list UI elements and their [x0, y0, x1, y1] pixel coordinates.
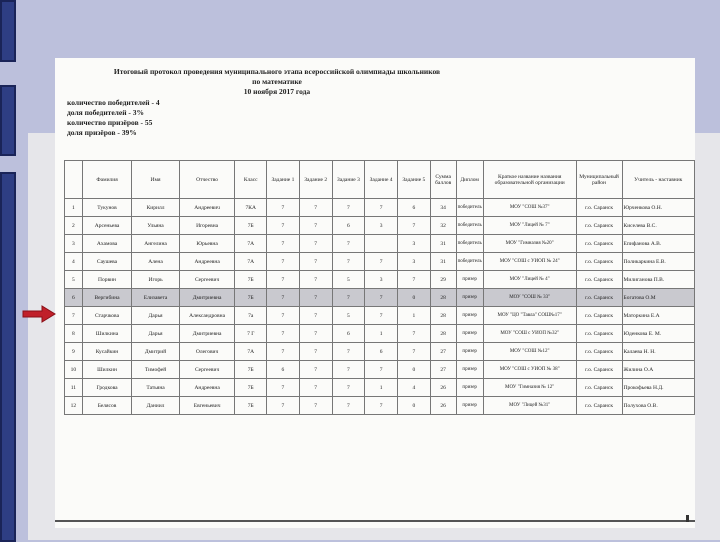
- table-cell: МОУ "СОШ с УИОП №32": [483, 325, 576, 343]
- table-cell: призер: [456, 361, 483, 379]
- table-cell: МОУ "Гимназия № 12": [483, 379, 576, 397]
- table-cell: Жилина О.А: [622, 361, 694, 379]
- table-cell: 28: [430, 325, 456, 343]
- table-cell: МОУ "СОШ с УИОП № 24": [483, 253, 576, 271]
- table-cell: Дмитриевна: [179, 289, 235, 307]
- table-cell: призер: [456, 271, 483, 289]
- table-cell: Шилкин: [82, 361, 132, 379]
- table-cell: Шилкина: [82, 325, 132, 343]
- table-row: [65, 289, 695, 307]
- table-cell: призер: [456, 289, 483, 307]
- table-cell: 4: [65, 253, 83, 271]
- table-cell: г.о. Саранск: [576, 289, 622, 307]
- table-cell: Богатова О.М: [622, 289, 694, 307]
- table-row: [65, 343, 695, 361]
- table-cell: 4: [397, 379, 430, 397]
- arrow-pointer-icon: [22, 305, 56, 323]
- side-bar-middle: [0, 85, 16, 156]
- table-row: [65, 361, 695, 379]
- table-cell: 7: [65, 307, 83, 325]
- table-cell: 10: [65, 361, 83, 379]
- table-cell: 7Б: [235, 379, 267, 397]
- table-cell: победитель: [456, 217, 483, 235]
- table-cell: 5: [65, 271, 83, 289]
- column-header: Муниципальный район: [576, 161, 622, 199]
- table-cell: Полухова О.В.: [622, 397, 694, 415]
- document-subject: по математике: [252, 77, 302, 86]
- table-cell: Арсеньева: [82, 217, 132, 235]
- table-cell: МОУ "Лицей № 7": [483, 217, 576, 235]
- table-cell: Дмитрий: [132, 343, 180, 361]
- table-cell: 7: [267, 253, 300, 271]
- table-cell: 7: [267, 397, 300, 415]
- table-cell: Дарья: [132, 325, 180, 343]
- table-cell: Епифанова А.В.: [622, 235, 694, 253]
- table-cell: 0: [397, 361, 430, 379]
- table-cell: 3: [65, 235, 83, 253]
- table-cell: 7: [299, 379, 332, 397]
- table-cell: 7: [365, 289, 398, 307]
- table-cell: 26: [430, 379, 456, 397]
- table-cell: Юрченкова О.Н.: [622, 199, 694, 217]
- table-cell: 7: [365, 199, 398, 217]
- table-cell: Милиганова П.В.: [622, 271, 694, 289]
- table-cell: 7: [299, 325, 332, 343]
- table-cell: 2: [65, 217, 83, 235]
- scanned-document: [55, 58, 695, 528]
- stat-winners-share: доля победителей - 3%: [67, 108, 145, 117]
- table-row: [65, 379, 695, 397]
- column-header: Задание 4: [365, 161, 398, 199]
- table-cell: 7: [267, 343, 300, 361]
- table-cell: Елизавета: [132, 289, 180, 307]
- table-cell: 7: [267, 235, 300, 253]
- table-cell: г.о. Саранск: [576, 361, 622, 379]
- table-header-row: [65, 161, 695, 199]
- column-header: Класс: [235, 161, 267, 199]
- table-cell: Сергеевич: [179, 271, 235, 289]
- table-cell: 28: [430, 289, 456, 307]
- table-cell: 26: [430, 397, 456, 415]
- table-cell: 3: [397, 235, 430, 253]
- table-cell: 7: [365, 397, 398, 415]
- column-header: Задание 5: [397, 161, 430, 199]
- table-cell: 6: [267, 361, 300, 379]
- table-cell: 7: [332, 253, 365, 271]
- table-cell: 7: [332, 289, 365, 307]
- table-cell: Игорь: [132, 271, 180, 289]
- table-cell: 7: [299, 343, 332, 361]
- column-header: Задание 2: [299, 161, 332, 199]
- table-cell: МОУ "СОШ № 33": [483, 289, 576, 307]
- table-cell: призер: [456, 343, 483, 361]
- table-cell: 29: [430, 271, 456, 289]
- table-cell: Тукунов: [82, 199, 132, 217]
- table-cell: 3: [397, 253, 430, 271]
- table-cell: 3: [365, 271, 398, 289]
- table-cell: 27: [430, 361, 456, 379]
- table-cell: 7КА: [235, 199, 267, 217]
- table-cell: Ангелина: [132, 235, 180, 253]
- table-cell: Татьяна: [132, 379, 180, 397]
- table-cell: 7А: [235, 235, 267, 253]
- table-cell: 7: [397, 271, 430, 289]
- scan-mark: [686, 515, 689, 522]
- table-cell: МОУ "ЦО "Тавла" СОШ№17": [483, 307, 576, 325]
- table-cell: Юденкова Е. М.: [622, 325, 694, 343]
- table-cell: 31: [430, 253, 456, 271]
- table-cell: г.о. Саранск: [576, 343, 622, 361]
- table-cell: 7: [299, 397, 332, 415]
- table-cell: Старчкова: [82, 307, 132, 325]
- table-cell: Кусайкин: [82, 343, 132, 361]
- table-cell: 6: [332, 217, 365, 235]
- table-cell: 7: [365, 253, 398, 271]
- table-cell: 0: [397, 289, 430, 307]
- table-cell: Евгеньевич: [179, 397, 235, 415]
- table-cell: Гродкова: [82, 379, 132, 397]
- table-cell: 7: [299, 235, 332, 253]
- table-cell: 7: [267, 307, 300, 325]
- table-cell: 1: [365, 325, 398, 343]
- table-cell: 12: [65, 397, 83, 415]
- stat-prizewinners-count: количество призёров - 55: [67, 118, 153, 127]
- table-cell: 6: [332, 325, 365, 343]
- table-cell: 5: [332, 307, 365, 325]
- table-cell: 6: [365, 343, 398, 361]
- table-cell: 7: [267, 379, 300, 397]
- table-cell: 3: [365, 217, 398, 235]
- table-cell: г.о. Саранск: [576, 235, 622, 253]
- scan-edge-line: [55, 520, 695, 522]
- table-cell: МОУ "Лицей № 4": [483, 271, 576, 289]
- table-cell: г.о. Саранск: [576, 199, 622, 217]
- table-cell: г.о. Саранск: [576, 325, 622, 343]
- table-cell: 32: [430, 217, 456, 235]
- table-row: [65, 325, 695, 343]
- table-row: [65, 307, 695, 325]
- table-cell: 7а: [235, 307, 267, 325]
- table-cell: 7Б: [235, 217, 267, 235]
- table-cell: [365, 235, 398, 253]
- table-cell: 34: [430, 199, 456, 217]
- table-cell: 7: [332, 199, 365, 217]
- table-cell: 7: [299, 289, 332, 307]
- table-cell: призер: [456, 325, 483, 343]
- table-cell: Олегович: [179, 343, 235, 361]
- side-bar-bottom: [0, 172, 16, 542]
- table-cell: 28: [430, 307, 456, 325]
- table-cell: 7А: [235, 253, 267, 271]
- table-cell: 7: [365, 361, 398, 379]
- column-header: Задание 3: [332, 161, 365, 199]
- table-cell: Юрьевна: [179, 235, 235, 253]
- table-cell: г.о. Саранск: [576, 271, 622, 289]
- table-cell: 7Б: [235, 397, 267, 415]
- table-cell: Ахамова: [82, 235, 132, 253]
- table-cell: призер: [456, 379, 483, 397]
- document-title: Итоговый протокол проведения муниципального этапа всероссийской олимпиады школьников: [113, 67, 441, 76]
- table-cell: Тимофей: [132, 361, 180, 379]
- column-header: Диплом: [456, 161, 483, 199]
- column-header: Имя: [132, 161, 180, 199]
- table-cell: Прокофьева Н.Д.: [622, 379, 694, 397]
- table-cell: Игоревна: [179, 217, 235, 235]
- table-cell: МОУ "СОШ №37": [483, 199, 576, 217]
- table-cell: Ульяна: [132, 217, 180, 235]
- table-cell: 7Б: [235, 271, 267, 289]
- table-cell: 7: [299, 217, 332, 235]
- table-cell: 9: [65, 343, 83, 361]
- table-cell: победитель: [456, 253, 483, 271]
- table-cell: Андреевна: [179, 253, 235, 271]
- table-cell: Сергеевич: [179, 361, 235, 379]
- table-cell: 1: [365, 379, 398, 397]
- table-cell: 1: [397, 307, 430, 325]
- table-row: [65, 253, 695, 271]
- table-cell: 7: [299, 271, 332, 289]
- table-cell: 7: [299, 307, 332, 325]
- table-cell: г.о. Саранск: [576, 253, 622, 271]
- table-cell: Алена: [132, 253, 180, 271]
- table-cell: 7: [397, 325, 430, 343]
- table-cell: 7: [397, 217, 430, 235]
- table-cell: МОУ "Гимназия №20": [483, 235, 576, 253]
- table-cell: 27: [430, 343, 456, 361]
- table-cell: 7: [365, 307, 398, 325]
- table-row: [65, 271, 695, 289]
- table-cell: г.о. Саранск: [576, 379, 622, 397]
- table-cell: г.о. Саранск: [576, 397, 622, 415]
- table-cell: Белясов: [82, 397, 132, 415]
- table-cell: Даниил: [132, 397, 180, 415]
- document-date: 10 ноября 2017 года: [243, 87, 311, 96]
- table-cell: 7А: [235, 343, 267, 361]
- table-cell: 7: [332, 343, 365, 361]
- table-cell: 7: [267, 217, 300, 235]
- table-cell: победитель: [456, 199, 483, 217]
- table-cell: 7Б: [235, 361, 267, 379]
- table-cell: Калаева Н. Н.: [622, 343, 694, 361]
- table-cell: г.о. Саранск: [576, 217, 622, 235]
- table-cell: Поликаркина Е.В.: [622, 253, 694, 271]
- column-header: Задание 1: [267, 161, 300, 199]
- table-cell: Александровна: [179, 307, 235, 325]
- table-cell: 7: [267, 325, 300, 343]
- column-header: Краткое название названия образовательной организации: [483, 161, 576, 199]
- table-cell: 7: [299, 199, 332, 217]
- table-cell: 7: [299, 361, 332, 379]
- table-cell: МОУ "СОШ №12": [483, 343, 576, 361]
- table-cell: Дмитриевна: [179, 325, 235, 343]
- table-cell: МОУ "Лицей №31": [483, 397, 576, 415]
- table-row: [65, 397, 695, 415]
- table-cell: МОУ "СОШ с УИОП № 38": [483, 361, 576, 379]
- table-cell: 1: [65, 199, 83, 217]
- table-row: [65, 235, 695, 253]
- table-cell: победитель: [456, 235, 483, 253]
- stat-winners-count: количество победителей - 4: [67, 98, 160, 107]
- table-cell: Андреевна: [179, 379, 235, 397]
- table-cell: призер: [456, 307, 483, 325]
- table-cell: Саушева: [82, 253, 132, 271]
- table-row: [65, 199, 695, 217]
- results-table: [64, 160, 695, 415]
- table-cell: Киселева В.С.: [622, 217, 694, 235]
- column-header: Фамилия: [82, 161, 132, 199]
- table-cell: 0: [397, 397, 430, 415]
- table-cell: г.о. Саранск: [576, 307, 622, 325]
- table-cell: Кирилл: [132, 199, 180, 217]
- column-header: Отчество: [179, 161, 235, 199]
- table-cell: 7Б: [235, 289, 267, 307]
- column-header: [65, 161, 83, 199]
- table-cell: Дарья: [132, 307, 180, 325]
- table-row: [65, 217, 695, 235]
- table-cell: 6: [397, 199, 430, 217]
- table-cell: 7: [332, 397, 365, 415]
- olympiad-stats: [67, 98, 160, 138]
- table-cell: 7: [267, 289, 300, 307]
- table-cell: 7: [267, 271, 300, 289]
- table-cell: призер: [456, 397, 483, 415]
- table-cell: 7: [332, 235, 365, 253]
- document-header: [67, 67, 487, 97]
- table-cell: 8: [65, 325, 83, 343]
- table-cell: 7: [332, 361, 365, 379]
- table-cell: 6: [65, 289, 83, 307]
- table-cell: Маторкина Е.А: [622, 307, 694, 325]
- table-cell: 7 Г: [235, 325, 267, 343]
- table-cell: Порвин: [82, 271, 132, 289]
- table-cell: 11: [65, 379, 83, 397]
- column-header: Сумма баллов: [430, 161, 456, 199]
- side-bar-top: [0, 0, 16, 62]
- table-cell: 7: [267, 199, 300, 217]
- table-cell: 31: [430, 235, 456, 253]
- table-cell: 7: [332, 379, 365, 397]
- table-cell: 5: [332, 271, 365, 289]
- table-cell: Вергибина: [82, 289, 132, 307]
- column-header: Учитель - наставник: [622, 161, 694, 199]
- table-cell: 7: [299, 253, 332, 271]
- table-cell: Андреевич: [179, 199, 235, 217]
- table-cell: 7: [397, 343, 430, 361]
- stat-prizewinners-share: доля призёров - 39%: [67, 128, 137, 137]
